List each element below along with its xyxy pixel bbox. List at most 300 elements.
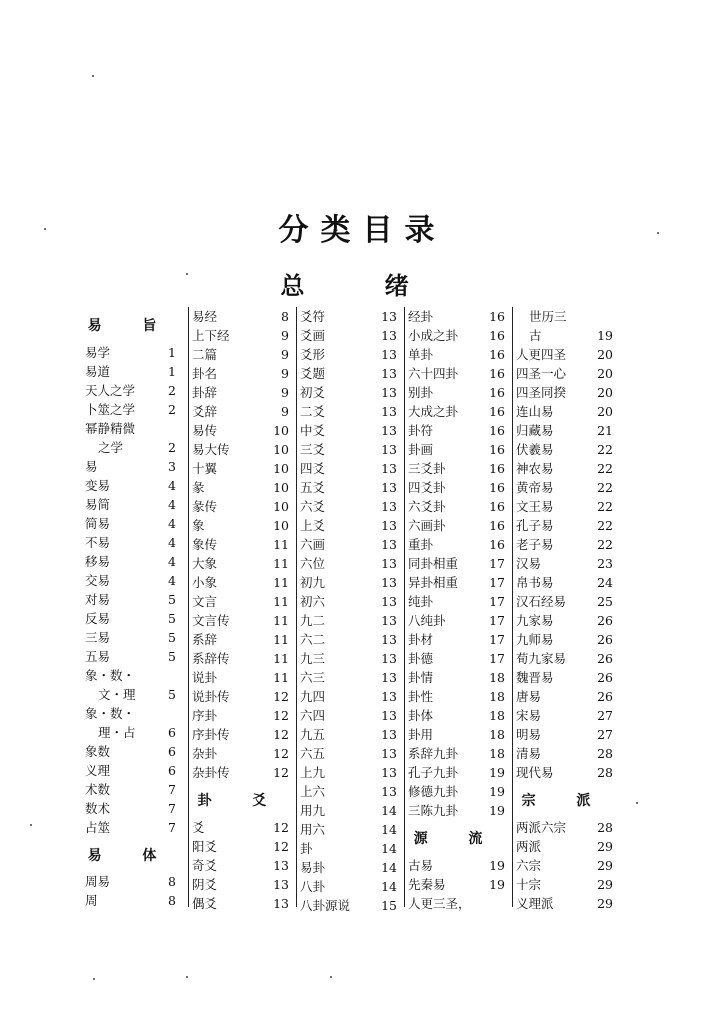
index-entry[interactable] xyxy=(189,535,293,554)
entry-term: 易道 xyxy=(85,363,111,379)
index-entry[interactable] xyxy=(297,345,401,364)
index-entry[interactable] xyxy=(297,307,401,326)
entry-term: 易简 xyxy=(85,496,111,512)
entry-page-number: 9 xyxy=(281,385,289,400)
entry-term: 三爻 xyxy=(300,442,326,457)
index-entry[interactable] xyxy=(405,668,509,687)
entry-page-number: 13 xyxy=(381,708,397,723)
index-entry[interactable] xyxy=(189,856,293,875)
index-entry[interactable] xyxy=(405,592,509,611)
index-entry[interactable] xyxy=(82,872,180,891)
entry-page-number: 13 xyxy=(273,876,289,892)
index-entry[interactable] xyxy=(82,457,180,476)
index-entry[interactable] xyxy=(189,592,293,611)
index-entry[interactable] xyxy=(513,497,617,516)
index-entry[interactable] xyxy=(405,326,509,345)
entry-term: 易传 xyxy=(192,423,218,438)
entry-term: 卦材 xyxy=(408,632,434,647)
index-entry[interactable] xyxy=(297,877,401,896)
entry-term: 纯卦 xyxy=(408,594,434,609)
entry-page-number: 5 xyxy=(168,648,176,664)
entry-term: 卦辞 xyxy=(192,385,218,400)
entry-page-number: 26 xyxy=(597,651,613,666)
entry-term: 系辞九卦 xyxy=(408,746,459,761)
entry-page-number: 17 xyxy=(489,556,505,571)
entry-term: 初九 xyxy=(300,575,326,590)
entry-page-number: 29 xyxy=(597,895,613,911)
index-entry[interactable] xyxy=(189,440,293,459)
index-entry[interactable] xyxy=(513,402,617,421)
index-entry[interactable] xyxy=(82,495,180,514)
entry-term: 现代易 xyxy=(516,765,554,780)
entry-term: 爻画 xyxy=(300,328,326,343)
entry-term: 汉石经易 xyxy=(516,594,567,609)
entry-term: 十宗 xyxy=(516,876,542,892)
index-entry[interactable] xyxy=(513,592,617,611)
index-entry[interactable] xyxy=(82,780,180,799)
entry-page-number: 22 xyxy=(597,499,613,514)
index-entry[interactable] xyxy=(513,573,617,592)
index-entry[interactable] xyxy=(297,858,401,877)
entry-page-number: 16 xyxy=(489,423,505,438)
entry-term: 杂卦 xyxy=(192,746,218,761)
index-entry[interactable] xyxy=(189,345,293,364)
entry-page-number: 13 xyxy=(381,689,397,704)
entry-term: 四圣一心 xyxy=(516,366,567,381)
index-entry[interactable] xyxy=(82,362,180,381)
index-entry[interactable] xyxy=(405,763,509,782)
entry-term: 初六 xyxy=(300,594,326,609)
index-entry[interactable] xyxy=(297,383,401,402)
index-entry[interactable] xyxy=(405,307,509,326)
index-entry[interactable] xyxy=(513,326,617,345)
entry-page-number: 13 xyxy=(381,556,397,571)
entry-term: 重卦 xyxy=(408,537,434,552)
entry-page-number: 13 xyxy=(381,461,397,476)
index-entry[interactable] xyxy=(297,649,401,668)
index-entry[interactable] xyxy=(189,649,293,668)
entry-page-number: 1 xyxy=(168,344,176,360)
index-entry[interactable] xyxy=(405,725,509,744)
index-entry[interactable] xyxy=(297,744,401,763)
entry-term: 易经 xyxy=(192,309,218,324)
index-entry[interactable] xyxy=(513,687,617,706)
index-entry[interactable] xyxy=(405,345,509,364)
index-entry[interactable] xyxy=(297,440,401,459)
index-entry[interactable] xyxy=(82,628,180,647)
entry-page-number: 18 xyxy=(489,689,505,704)
index-entry[interactable] xyxy=(405,856,509,875)
scan-speck xyxy=(657,232,659,234)
category-heading: 宗 派 xyxy=(521,793,609,809)
index-entry[interactable] xyxy=(513,554,617,573)
index-entry[interactable] xyxy=(405,402,509,421)
index-entry[interactable] xyxy=(82,400,180,419)
index-column xyxy=(512,307,617,911)
index-entry[interactable] xyxy=(405,875,509,894)
index-entry[interactable] xyxy=(513,516,617,535)
index-entry[interactable] xyxy=(513,383,617,402)
index-entry[interactable] xyxy=(405,782,509,801)
index-entry[interactable] xyxy=(189,421,293,440)
category-heading: 易 旨 xyxy=(87,318,175,334)
entry-page-number: 4 xyxy=(168,477,176,493)
index-entry[interactable] xyxy=(513,421,617,440)
index-entry[interactable] xyxy=(82,742,180,761)
entry-page-number: 17 xyxy=(489,632,505,647)
entry-page-number: 16 xyxy=(489,499,505,514)
index-entry[interactable] xyxy=(297,820,401,839)
index-entry[interactable] xyxy=(513,856,617,875)
entry-page-number: 10 xyxy=(273,499,289,514)
entry-term: 爻符 xyxy=(300,309,326,324)
category-heading: 易 体 xyxy=(87,847,175,864)
index-entry[interactable] xyxy=(189,497,293,516)
entry-page-number: 4 xyxy=(168,515,176,531)
index-entry[interactable] xyxy=(405,516,509,535)
index-entry[interactable] xyxy=(297,630,401,649)
index-entry[interactable] xyxy=(297,592,401,611)
index-entry[interactable] xyxy=(189,307,293,326)
index-entry[interactable] xyxy=(82,514,180,533)
index-entry[interactable] xyxy=(297,478,401,497)
entry-page-number: 16 xyxy=(489,347,505,362)
index-entry[interactable] xyxy=(405,478,509,497)
entry-page-number: 9 xyxy=(281,328,289,343)
entry-term: 六画卦 xyxy=(408,518,446,533)
index-entry[interactable] xyxy=(297,763,401,782)
index-entry[interactable] xyxy=(513,894,617,913)
entry-page-number: 18 xyxy=(489,670,505,685)
index-entry[interactable] xyxy=(513,668,617,687)
index-entry[interactable] xyxy=(405,535,509,554)
index-entry[interactable] xyxy=(405,649,509,668)
index-entry[interactable] xyxy=(405,611,509,630)
index-entry[interactable] xyxy=(405,801,509,820)
entry-term: 上下经 xyxy=(192,328,230,343)
entry-page-number: 29 xyxy=(597,857,613,873)
entry-term: 卦 xyxy=(300,841,313,856)
entry-term: 卦情 xyxy=(408,670,434,685)
index-entry[interactable] xyxy=(82,438,180,457)
index-entry[interactable] xyxy=(513,459,617,478)
index-entry[interactable] xyxy=(189,364,293,383)
index-entry[interactable] xyxy=(513,345,617,364)
entry-term: 移易 xyxy=(85,553,111,569)
index-entry[interactable] xyxy=(189,875,293,894)
index-entry[interactable] xyxy=(189,630,293,649)
entry-page-number: 24 xyxy=(597,575,613,590)
entry-page-number: 29 xyxy=(597,876,613,892)
entry-page-number: 5 xyxy=(168,629,176,645)
index-entry[interactable] xyxy=(82,609,180,628)
entry-page-number: 4 xyxy=(168,496,176,512)
entry-page-number: 13 xyxy=(381,632,397,647)
entry-page-number: 5 xyxy=(168,591,176,607)
index-entry[interactable] xyxy=(297,364,401,383)
index-entry[interactable] xyxy=(405,383,509,402)
entry-page-number: 9 xyxy=(281,366,289,381)
entry-page-number: 16 xyxy=(489,328,505,343)
index-entry[interactable] xyxy=(189,725,293,744)
index-entry[interactable] xyxy=(405,744,509,763)
index-entry[interactable] xyxy=(405,706,509,725)
entry-page-number: 12 xyxy=(273,727,289,742)
index-entry[interactable] xyxy=(513,725,617,744)
entry-page-number: 22 xyxy=(597,537,613,552)
index-entry[interactable] xyxy=(189,894,293,913)
index-entry[interactable] xyxy=(297,326,401,345)
entry-term: 文・理 xyxy=(98,686,136,702)
index-entry[interactable] xyxy=(297,459,401,478)
entry-page-number: 17 xyxy=(489,651,505,666)
index-entry[interactable] xyxy=(513,611,617,630)
entry-term: 简易 xyxy=(85,515,111,531)
index-entry[interactable] xyxy=(82,647,180,666)
index-entry[interactable] xyxy=(82,799,180,818)
index-entry[interactable] xyxy=(297,706,401,725)
index-entry[interactable] xyxy=(405,440,509,459)
entry-page-number: 13 xyxy=(381,765,397,780)
entry-term: 说卦传 xyxy=(192,689,230,704)
entry-page-number: 11 xyxy=(273,556,289,571)
index-entry[interactable] xyxy=(405,630,509,649)
entry-page-number: 16 xyxy=(489,461,505,476)
entry-page-number: 13 xyxy=(381,309,397,324)
entry-term: 象传 xyxy=(192,537,218,552)
entry-page-number: 12 xyxy=(273,689,289,704)
entry-page-number: 19 xyxy=(597,328,613,343)
entry-term: 人更三圣， xyxy=(408,895,471,911)
index-entry[interactable] xyxy=(513,364,617,383)
entry-page-number: 17 xyxy=(489,613,505,628)
index-entry[interactable] xyxy=(405,364,509,383)
entry-page-number: 11 xyxy=(273,632,289,647)
index-entry[interactable] xyxy=(513,630,617,649)
entry-term: 象数 xyxy=(85,743,111,759)
index-entry[interactable] xyxy=(513,440,617,459)
index-entry[interactable] xyxy=(297,554,401,573)
entry-term: 初爻 xyxy=(300,385,326,400)
index-entry[interactable] xyxy=(297,896,401,915)
index-entry[interactable] xyxy=(82,723,180,742)
entry-page-number: 13 xyxy=(381,784,397,799)
index-entry[interactable] xyxy=(513,649,617,668)
entry-page-number: 13 xyxy=(381,347,397,362)
entry-page-number: 20 xyxy=(597,404,613,419)
index-entry[interactable] xyxy=(82,476,180,495)
entry-page-number: 25 xyxy=(597,594,613,609)
entry-page-number: 8 xyxy=(281,309,289,324)
entry-page-number: 26 xyxy=(597,689,613,704)
entry-term: 六三 xyxy=(300,670,326,685)
entry-term: 五易 xyxy=(85,648,111,664)
scan-speck xyxy=(186,273,188,275)
index-entry[interactable] xyxy=(82,552,180,571)
entry-term: 八卦 xyxy=(300,879,326,894)
section-title: 总 绪 xyxy=(280,271,445,300)
entry-term: 同卦相重 xyxy=(408,556,459,571)
entry-page-number: 12 xyxy=(273,819,289,835)
entry-term: 两派 xyxy=(516,838,542,854)
entry-term: 上爻 xyxy=(300,518,326,533)
index-entry[interactable] xyxy=(189,837,293,856)
entry-term: 奇爻 xyxy=(192,857,218,873)
entry-term: 荀九家易 xyxy=(516,651,567,666)
index-entry[interactable] xyxy=(405,421,509,440)
scan-speck xyxy=(186,976,188,978)
index-entry[interactable] xyxy=(82,818,180,837)
index-entry[interactable] xyxy=(82,666,180,685)
entry-page-number: 6 xyxy=(168,743,176,759)
entry-page-number: 18 xyxy=(489,746,505,761)
entry-term: 四爻卦 xyxy=(408,480,446,495)
index-entry[interactable] xyxy=(405,687,509,706)
entry-page-number: 14 xyxy=(381,879,397,894)
index-column xyxy=(404,307,509,911)
index-entry[interactable] xyxy=(82,571,180,590)
index-entry[interactable] xyxy=(513,818,617,837)
index-entry[interactable] xyxy=(513,478,617,497)
entry-term: 卦用 xyxy=(408,727,434,742)
entry-term: 九二 xyxy=(300,613,326,628)
index-entry[interactable] xyxy=(405,497,509,516)
entry-term: 帛书易 xyxy=(516,575,554,590)
index-entry[interactable] xyxy=(189,611,293,630)
index-entry[interactable] xyxy=(405,894,509,913)
index-entry[interactable] xyxy=(513,706,617,725)
index-entry[interactable] xyxy=(82,590,180,609)
index-entry[interactable] xyxy=(513,763,617,782)
index-entry[interactable] xyxy=(189,818,293,837)
index-entry[interactable] xyxy=(189,402,293,421)
entry-page-number: 20 xyxy=(597,385,613,400)
index-entry[interactable] xyxy=(297,801,401,820)
entry-term: 卦德 xyxy=(408,651,434,666)
index-entry[interactable] xyxy=(297,782,401,801)
entry-term: 义理 xyxy=(85,762,111,778)
entry-term: 变易 xyxy=(85,477,111,493)
index-entry[interactable] xyxy=(82,891,180,910)
index-entry[interactable] xyxy=(405,459,509,478)
entry-page-number: 14 xyxy=(381,860,397,875)
index-entry[interactable] xyxy=(297,668,401,687)
entry-term: 文言传 xyxy=(192,613,230,628)
entry-page-number: 19 xyxy=(489,857,505,873)
entry-page-number: 15 xyxy=(381,898,397,913)
index-entry[interactable] xyxy=(513,307,617,326)
index-entry[interactable] xyxy=(189,478,293,497)
entry-term: 四爻 xyxy=(300,461,326,476)
entry-term: 三爻卦 xyxy=(408,461,446,476)
index-entry[interactable] xyxy=(297,421,401,440)
entry-page-number: 13 xyxy=(381,746,397,761)
entry-page-number: 13 xyxy=(273,895,289,911)
index-entry[interactable] xyxy=(82,761,180,780)
index-entry[interactable] xyxy=(405,573,509,592)
entry-term: 神农易 xyxy=(516,461,554,476)
index-entry[interactable] xyxy=(189,763,293,782)
entry-term: 伏羲易 xyxy=(516,442,554,457)
entry-page-number: 13 xyxy=(381,366,397,381)
index-entry[interactable] xyxy=(189,744,293,763)
index-entry[interactable] xyxy=(189,326,293,345)
entry-term: 九三 xyxy=(300,651,326,666)
entry-page-number: 6 xyxy=(168,762,176,778)
index-entry[interactable] xyxy=(297,573,401,592)
index-entry[interactable] xyxy=(82,704,180,723)
index-entry[interactable] xyxy=(82,685,180,704)
entry-term: 用六 xyxy=(300,822,326,837)
index-entry[interactable] xyxy=(82,419,180,438)
entry-term: 卦名 xyxy=(192,366,218,381)
entry-term: 三易 xyxy=(85,629,111,645)
entry-term: 老子易 xyxy=(516,537,554,552)
index-entry[interactable] xyxy=(189,554,293,573)
entry-term: 唐易 xyxy=(516,689,542,704)
scan-speck xyxy=(636,802,638,804)
entry-page-number: 13 xyxy=(381,480,397,495)
index-entry[interactable] xyxy=(297,402,401,421)
entry-term: 连山易 xyxy=(516,404,554,419)
entry-page-number xyxy=(176,666,180,685)
index-entry[interactable] xyxy=(513,875,617,894)
entry-term: 大成之卦 xyxy=(408,404,459,419)
index-entry[interactable] xyxy=(82,343,180,362)
entry-term: 爻辞 xyxy=(192,404,218,419)
entry-page-number: 7 xyxy=(168,781,176,797)
index-entry[interactable] xyxy=(82,533,180,552)
entry-page-number: 18 xyxy=(489,708,505,723)
entry-page-number: 27 xyxy=(597,708,613,723)
index-entry[interactable] xyxy=(405,554,509,573)
index-entry[interactable] xyxy=(189,573,293,592)
index-entry[interactable] xyxy=(297,687,401,706)
entry-page-number: 11 xyxy=(273,594,289,609)
entry-page-number: 14 xyxy=(381,841,397,856)
index-entry[interactable] xyxy=(82,381,180,400)
index-entry[interactable] xyxy=(297,725,401,744)
entry-page-number xyxy=(613,307,617,326)
index-entry[interactable] xyxy=(189,516,293,535)
index-entry[interactable] xyxy=(297,611,401,630)
entry-term: 世历三 xyxy=(529,309,567,324)
index-entry[interactable] xyxy=(189,687,293,706)
scan-speck xyxy=(44,228,46,230)
index-entry[interactable] xyxy=(297,516,401,535)
index-entry[interactable] xyxy=(189,383,293,402)
entry-term: 两派六宗 xyxy=(516,819,567,835)
index-entry[interactable] xyxy=(189,668,293,687)
index-entry[interactable] xyxy=(297,535,401,554)
index-entry[interactable] xyxy=(513,837,617,856)
entry-page-number: 13 xyxy=(381,594,397,609)
index-entry[interactable] xyxy=(297,497,401,516)
index-entry[interactable] xyxy=(189,706,293,725)
entry-page-number: 10 xyxy=(273,442,289,457)
entry-term: 周 xyxy=(85,893,98,909)
entry-page-number: 13 xyxy=(381,727,397,742)
entry-term: 黄帝易 xyxy=(516,480,554,495)
entry-term: 对易 xyxy=(85,591,111,607)
entry-page-number xyxy=(176,419,180,438)
index-entry[interactable] xyxy=(513,535,617,554)
index-entry[interactable] xyxy=(297,839,401,858)
entry-term: 天人之学 xyxy=(85,382,136,398)
index-entry[interactable] xyxy=(513,744,617,763)
index-entry[interactable] xyxy=(189,459,293,478)
entry-term: 理・占 xyxy=(98,724,136,740)
